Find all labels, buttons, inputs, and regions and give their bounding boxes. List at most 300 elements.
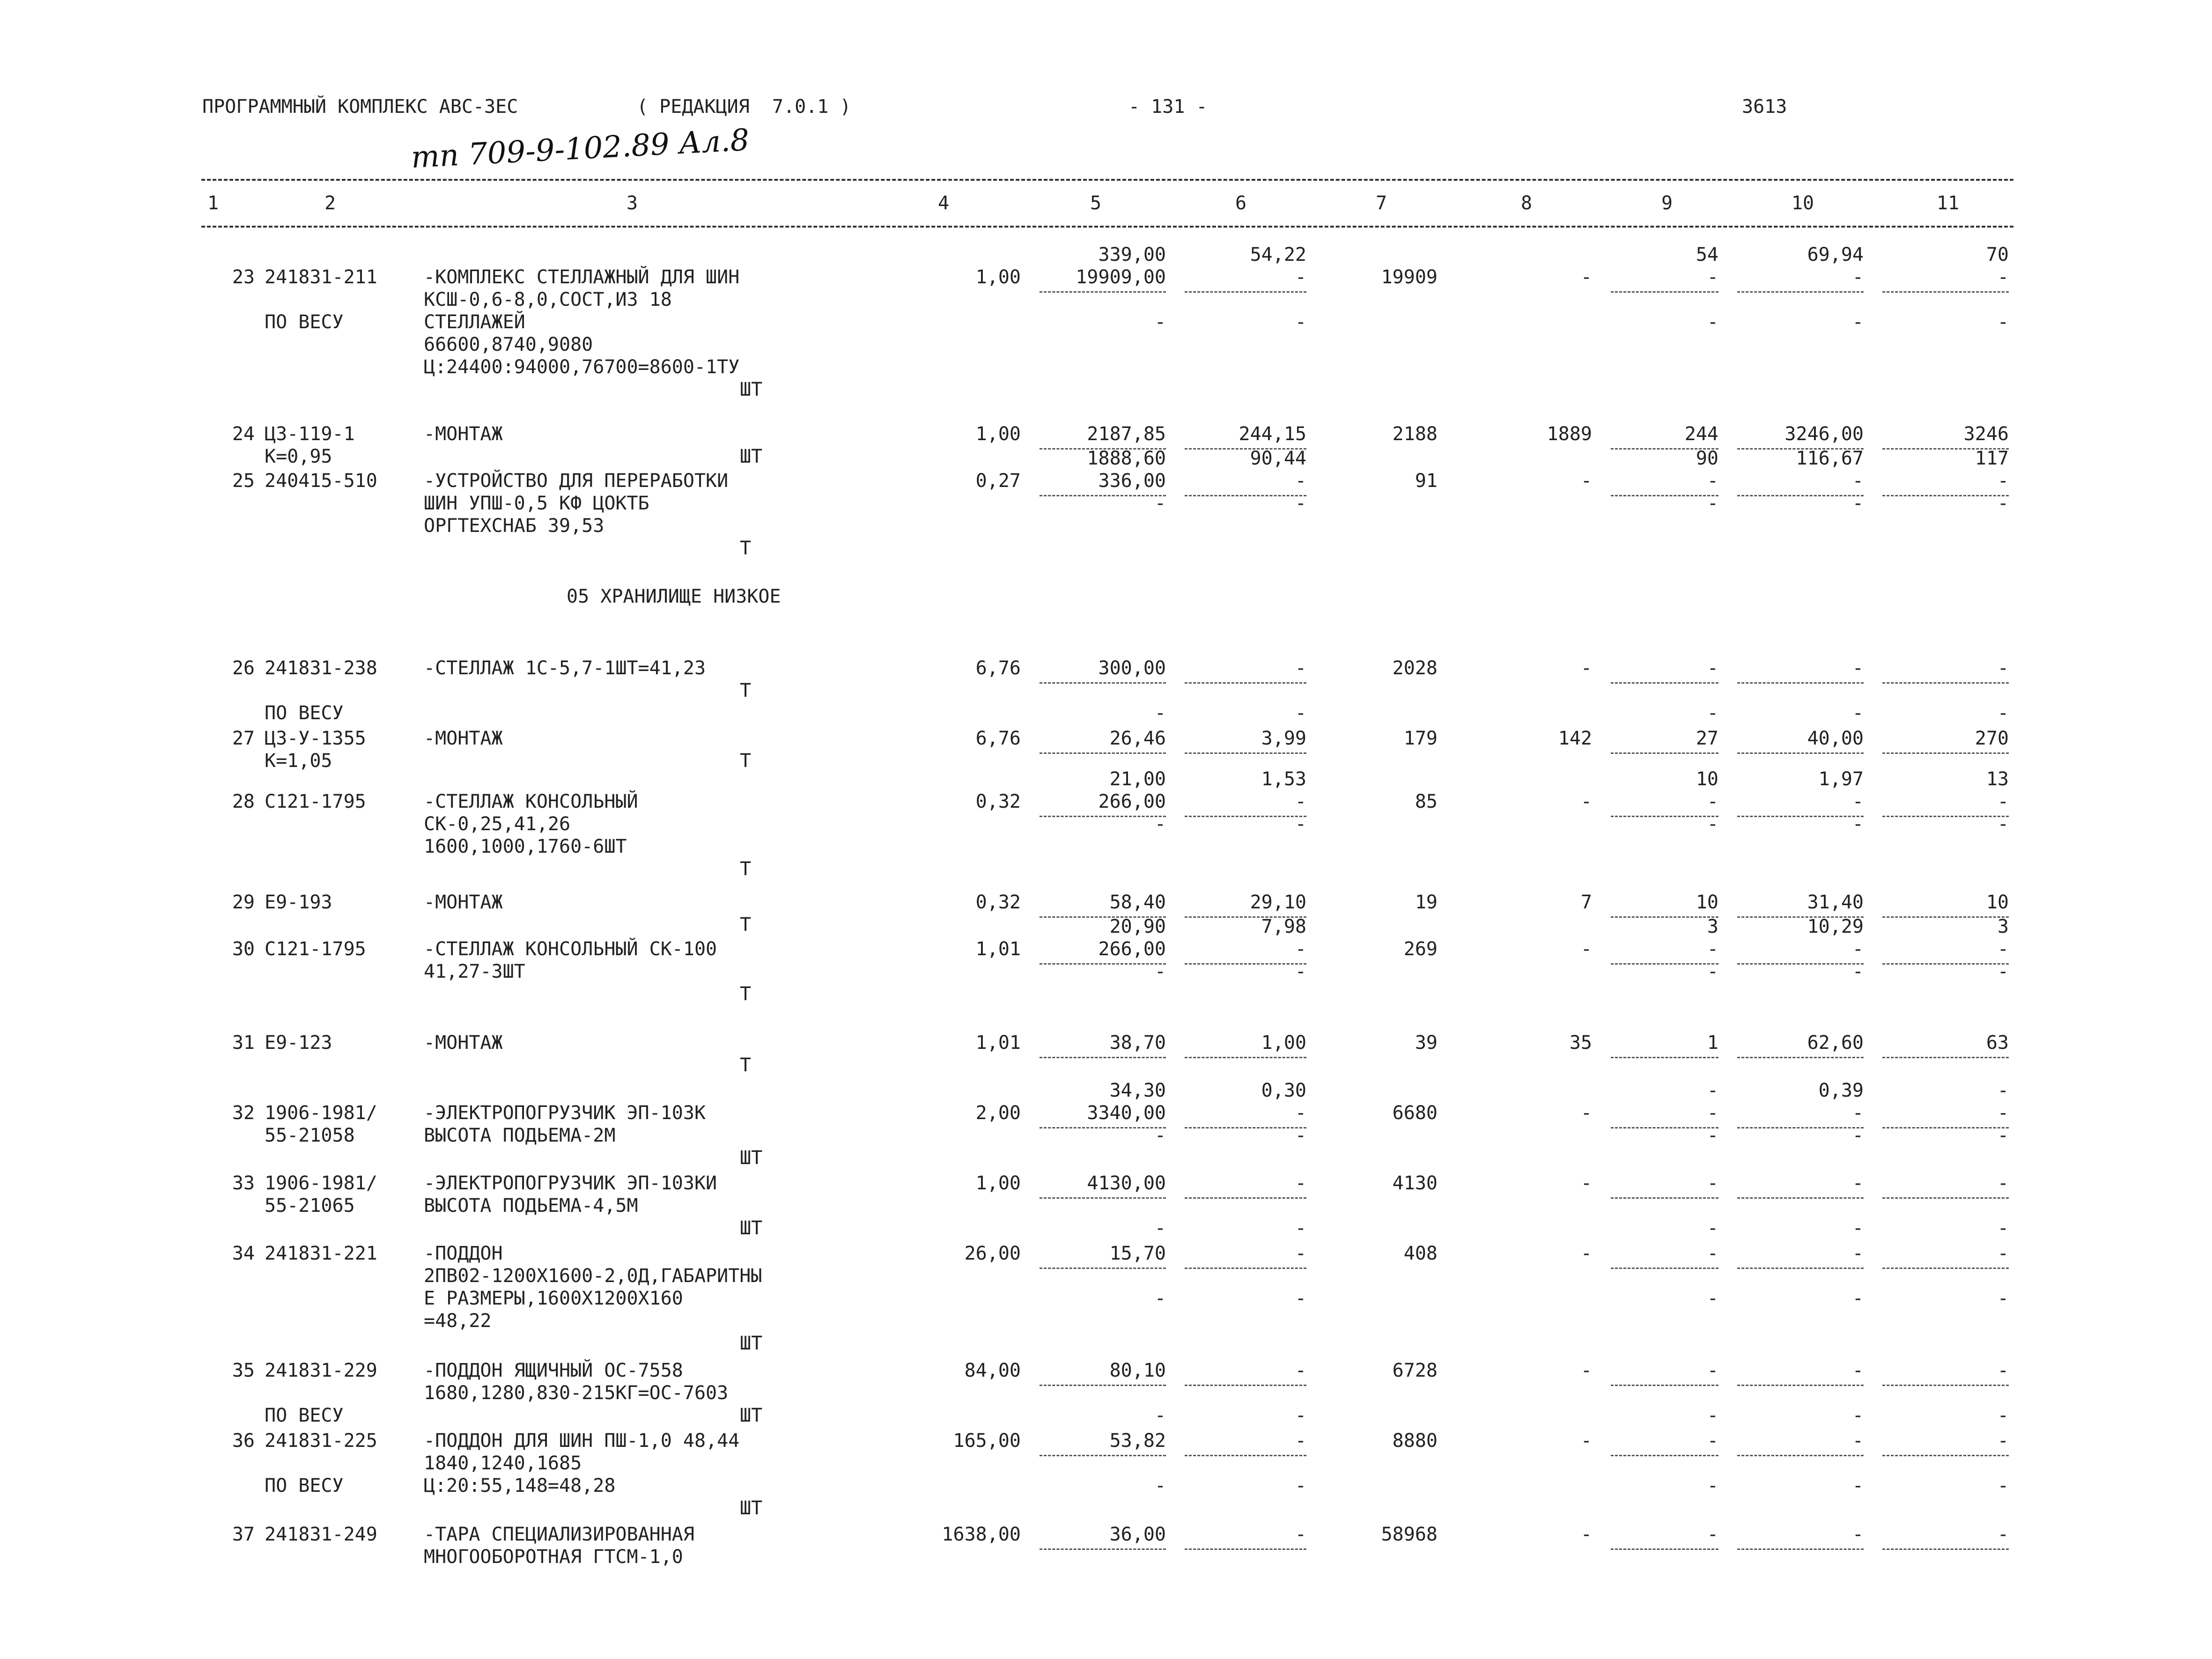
item-description: Ц:20:55,148=48,28 bbox=[424, 1475, 616, 1497]
value-c10: 0,39 bbox=[1818, 1080, 1864, 1101]
wage-cell: - bbox=[1580, 938, 1592, 960]
cell-underline bbox=[1040, 1268, 1166, 1269]
quantity-cell: 84,00 bbox=[964, 1360, 1021, 1381]
value-c11: - bbox=[1997, 1405, 2009, 1426]
value-c11: - bbox=[1997, 470, 2009, 492]
value-c6: - bbox=[1295, 1288, 1306, 1309]
value-c6: - bbox=[1295, 657, 1306, 679]
value-c10: - bbox=[1852, 1524, 1864, 1545]
value-c6: - bbox=[1295, 938, 1306, 960]
total-cell: 269 bbox=[1403, 938, 1438, 960]
item-description: -СТЕЛЛАЖ 1С-5,7-1ШТ=41,23 bbox=[424, 657, 706, 679]
cell-underline bbox=[1040, 1197, 1166, 1199]
value-c11: - bbox=[1997, 1243, 2009, 1264]
wage-cell: - bbox=[1580, 1102, 1592, 1124]
value-c6: 3,99 bbox=[1261, 728, 1306, 749]
total-cell: 2028 bbox=[1392, 657, 1438, 679]
cell-underline bbox=[1737, 1548, 1864, 1550]
value-c10: 3246,00 bbox=[1784, 423, 1864, 445]
value-c9: 10 bbox=[1696, 768, 1718, 790]
item-code: ПО ВЕСУ bbox=[265, 1475, 344, 1497]
value-c9: 10 bbox=[1696, 892, 1718, 913]
wage-cell: - bbox=[1580, 266, 1592, 288]
unit-label: ШТ bbox=[740, 1497, 763, 1519]
value-c9: 54 bbox=[1696, 244, 1718, 265]
value-c6: - bbox=[1295, 493, 1306, 514]
cell-underline bbox=[1611, 1268, 1718, 1269]
item-code: С121-1795 bbox=[265, 938, 366, 960]
value-c11: - bbox=[1997, 1172, 2009, 1194]
value-c9: - bbox=[1707, 1288, 1718, 1309]
item-description: -МОНТАЖ bbox=[424, 1032, 503, 1054]
unit-label: Т bbox=[740, 914, 752, 936]
value-c11: - bbox=[1997, 1102, 2009, 1124]
total-cell: 6728 bbox=[1392, 1360, 1438, 1381]
value-c11: - bbox=[1997, 938, 2009, 960]
item-description: ШИН УПШ-0,5 КФ ЦОКТБ bbox=[424, 493, 649, 514]
item-description: -УСТРОЙСТВО ДЛЯ ПЕРЕРАБОТКИ bbox=[424, 470, 729, 492]
value-c10: 116,67 bbox=[1796, 448, 1864, 469]
item-description: -ПОДДОН ЯЩИЧНЫЙ ОС-7558 bbox=[424, 1360, 683, 1381]
cell-underline bbox=[1737, 1127, 1864, 1128]
value-c11: 10 bbox=[1986, 892, 2009, 913]
value-c6: - bbox=[1295, 1102, 1306, 1124]
item-code: 241831-229 bbox=[265, 1360, 377, 1381]
column-header-9: 9 bbox=[1661, 192, 1673, 214]
value-c11: - bbox=[1997, 1125, 2009, 1146]
unit-label: Т bbox=[740, 680, 752, 701]
cell-underline bbox=[1185, 1548, 1306, 1550]
quantity-cell: 1,01 bbox=[975, 938, 1021, 960]
value-c5: 4130,00 bbox=[1087, 1172, 1166, 1194]
total-cell: 91 bbox=[1415, 470, 1438, 492]
item-description: 41,27-3ШТ bbox=[424, 961, 525, 982]
cell-underline bbox=[1185, 1197, 1306, 1199]
item-description: СТЕЛЛАЖЕЙ bbox=[424, 311, 525, 333]
total-cell: 19 bbox=[1415, 892, 1438, 913]
value-c5: - bbox=[1154, 813, 1166, 835]
sheet-code: 3613 bbox=[1742, 96, 1787, 118]
item-description: -СТЕЛЛАЖ КОНСОЛЬНЫЙ bbox=[424, 791, 638, 812]
cell-underline bbox=[1882, 1127, 2009, 1128]
cell-underline bbox=[1882, 1197, 2009, 1199]
item-code: К=0,95 bbox=[265, 446, 332, 467]
value-c6: - bbox=[1295, 1405, 1306, 1426]
quantity-cell: 1,00 bbox=[975, 266, 1021, 288]
value-c11: - bbox=[1997, 1475, 2009, 1497]
value-c10: - bbox=[1852, 1125, 1864, 1146]
value-c9: - bbox=[1707, 961, 1718, 982]
cell-underline bbox=[1040, 495, 1166, 496]
row-number: 31 bbox=[232, 1032, 255, 1054]
cell-underline bbox=[1185, 291, 1306, 293]
item-code: 55-21058 bbox=[265, 1125, 355, 1146]
value-c6: - bbox=[1295, 813, 1306, 835]
item-description: =48,22 bbox=[424, 1310, 492, 1332]
value-c9: 90 bbox=[1696, 448, 1718, 469]
cell-underline bbox=[1040, 1385, 1166, 1386]
value-c10: - bbox=[1852, 1172, 1864, 1194]
wage-cell: - bbox=[1580, 1243, 1592, 1264]
value-c11: - bbox=[1997, 311, 2009, 333]
row-number: 30 bbox=[232, 938, 255, 960]
cell-underline bbox=[1737, 1268, 1864, 1269]
value-c6: 54,22 bbox=[1250, 244, 1306, 265]
wage-cell: 35 bbox=[1569, 1032, 1592, 1054]
quantity-cell: 0,27 bbox=[975, 470, 1021, 492]
wage-cell: - bbox=[1580, 1172, 1592, 1194]
cell-underline bbox=[1611, 495, 1718, 496]
column-header-5: 5 bbox=[1090, 192, 1102, 214]
value-c9: - bbox=[1707, 1125, 1718, 1146]
value-c10: 40,00 bbox=[1807, 728, 1864, 749]
value-c11: - bbox=[1997, 266, 2009, 288]
value-c5: 36,00 bbox=[1109, 1524, 1166, 1545]
edition-label: ( РЕДАКЦИЯ 7.0.1 ) bbox=[637, 96, 851, 118]
cell-underline bbox=[1611, 816, 1718, 817]
value-c9: - bbox=[1707, 266, 1718, 288]
unit-label: Т bbox=[740, 750, 752, 772]
value-c9: - bbox=[1707, 938, 1718, 960]
cell-underline bbox=[1040, 816, 1166, 817]
value-c5: 3340,00 bbox=[1087, 1102, 1166, 1124]
cell-underline bbox=[1185, 1268, 1306, 1269]
item-code: 241831-225 bbox=[265, 1430, 377, 1452]
value-c11: - bbox=[1997, 657, 2009, 679]
value-c9: - bbox=[1707, 1524, 1718, 1545]
cell-underline bbox=[1882, 816, 2009, 817]
quantity-cell: 0,32 bbox=[975, 892, 1021, 913]
value-c11: - bbox=[1997, 1217, 2009, 1239]
cell-underline bbox=[1040, 291, 1166, 293]
value-c9: - bbox=[1707, 311, 1718, 333]
cell-underline bbox=[1882, 291, 2009, 293]
value-c11: - bbox=[1997, 1524, 2009, 1545]
cell-underline bbox=[1611, 291, 1718, 293]
value-c5: - bbox=[1154, 1125, 1166, 1146]
cell-underline bbox=[1611, 1127, 1718, 1128]
value-c6: - bbox=[1295, 1243, 1306, 1264]
cell-underline bbox=[1737, 682, 1864, 684]
unit-label: ШТ bbox=[740, 1147, 763, 1169]
value-c6: - bbox=[1295, 1430, 1306, 1452]
value-c6: 90,44 bbox=[1250, 448, 1306, 469]
column-header-2: 2 bbox=[324, 192, 336, 214]
item-code: 240415-510 bbox=[265, 470, 377, 492]
item-code: Ц3-У-1355 bbox=[265, 728, 366, 749]
cell-underline bbox=[1611, 1057, 1718, 1058]
unit-label: ШТ bbox=[740, 1217, 763, 1239]
wage-cell: - bbox=[1580, 1524, 1592, 1545]
total-cell: 408 bbox=[1403, 1243, 1438, 1264]
cell-underline bbox=[1040, 963, 1166, 965]
quantity-cell: 1,01 bbox=[975, 1032, 1021, 1054]
value-c5: 80,10 bbox=[1109, 1360, 1166, 1381]
total-cell: 179 bbox=[1403, 728, 1438, 749]
value-c9: - bbox=[1707, 1243, 1718, 1264]
value-c10: - bbox=[1852, 1405, 1864, 1426]
cell-underline bbox=[1737, 1057, 1864, 1058]
item-code: 241831-249 bbox=[265, 1524, 377, 1545]
value-c11: 117 bbox=[1975, 448, 2009, 469]
cell-underline bbox=[1040, 1057, 1166, 1058]
value-c9: 244 bbox=[1684, 423, 1718, 445]
value-c9: - bbox=[1707, 1405, 1718, 1426]
wage-cell: 1889 bbox=[1547, 423, 1592, 445]
value-c5: 38,70 bbox=[1109, 1032, 1166, 1054]
total-cell: 8880 bbox=[1392, 1430, 1438, 1452]
value-c6: 1,53 bbox=[1261, 768, 1306, 790]
item-description: -ЭЛЕКТРОПОГРУЗЧИК ЭП-103КИ bbox=[424, 1172, 717, 1194]
item-description: 1600,1000,1760-6ШТ bbox=[424, 836, 627, 857]
item-description: Е РАЗМЕРЫ,1600Х1200Х160 bbox=[424, 1288, 683, 1309]
value-c10: 69,94 bbox=[1807, 244, 1864, 265]
wage-cell: 142 bbox=[1558, 728, 1592, 749]
value-c10: - bbox=[1852, 311, 1864, 333]
row-number: 29 bbox=[232, 892, 255, 913]
value-c6: - bbox=[1295, 791, 1306, 812]
row-number: 35 bbox=[232, 1360, 255, 1381]
cell-underline bbox=[1185, 1127, 1306, 1128]
value-c10: - bbox=[1852, 1475, 1864, 1497]
cell-underline bbox=[1040, 752, 1166, 754]
value-c5: 266,00 bbox=[1098, 938, 1166, 960]
value-c5: 58,40 bbox=[1109, 892, 1166, 913]
value-c10: - bbox=[1852, 791, 1864, 812]
item-code: С121-1795 bbox=[265, 791, 366, 812]
wage-cell: 7 bbox=[1580, 892, 1592, 913]
row-number: 24 bbox=[232, 423, 255, 445]
wage-cell: - bbox=[1580, 791, 1592, 812]
item-description: 1680,1280,830-215КГ=ОС-7603 bbox=[424, 1382, 729, 1404]
value-c5: 26,46 bbox=[1109, 728, 1166, 749]
total-cell: 2188 bbox=[1392, 423, 1438, 445]
row-number: 37 bbox=[232, 1524, 255, 1545]
value-c5: 20,90 bbox=[1109, 916, 1166, 937]
value-c10: - bbox=[1852, 266, 1864, 288]
quantity-cell: 1638,00 bbox=[942, 1524, 1021, 1545]
value-c9: - bbox=[1707, 493, 1718, 514]
wage-cell: - bbox=[1580, 1430, 1592, 1452]
item-code: Е9-123 bbox=[265, 1032, 332, 1054]
item-code: ПО ВЕСУ bbox=[265, 1405, 344, 1426]
value-c10: 1,97 bbox=[1818, 768, 1864, 790]
column-header-10: 10 bbox=[1791, 192, 1814, 214]
value-c6: - bbox=[1295, 470, 1306, 492]
cell-underline bbox=[1611, 1455, 1718, 1456]
program-title: ПРОГРАММНЫЙ КОМПЛЕКС АВС-3ЕС bbox=[202, 96, 518, 118]
value-c11: 270 bbox=[1975, 728, 2009, 749]
value-c5: 339,00 bbox=[1098, 244, 1166, 265]
value-c11: 13 bbox=[1986, 768, 2009, 790]
value-c5: 1888,60 bbox=[1087, 448, 1166, 469]
value-c5: - bbox=[1154, 1475, 1166, 1497]
item-code: 55-21065 bbox=[265, 1195, 355, 1217]
item-code: К=1,05 bbox=[265, 750, 332, 772]
value-c6: - bbox=[1295, 1125, 1306, 1146]
value-c9: - bbox=[1707, 470, 1718, 492]
unit-label: ШТ bbox=[740, 1333, 763, 1354]
item-description: -ПОДДОН bbox=[424, 1243, 503, 1264]
cell-underline bbox=[1185, 1385, 1306, 1386]
value-c6: - bbox=[1295, 961, 1306, 982]
value-c6: 0,30 bbox=[1261, 1080, 1306, 1101]
unit-label: ШТ bbox=[740, 446, 763, 467]
value-c9: - bbox=[1707, 791, 1718, 812]
item-description: СК-0,25,41,26 bbox=[424, 813, 571, 835]
item-code: 1906-1981/ bbox=[265, 1172, 377, 1194]
item-description: 2ПВ02-1200Х1600-2,0Д,ГАБАРИТНЫ bbox=[424, 1265, 762, 1287]
value-c11: 3246 bbox=[1963, 423, 2009, 445]
item-description: -КОМПЛЕКС СТЕЛЛАЖНЫЙ ДЛЯ ШИН bbox=[424, 266, 740, 288]
unit-label: ШТ bbox=[740, 1405, 763, 1426]
cell-underline bbox=[1882, 1057, 2009, 1058]
value-c10: - bbox=[1852, 938, 1864, 960]
cell-underline bbox=[1185, 682, 1306, 684]
cell-underline bbox=[1737, 752, 1864, 754]
cell-underline bbox=[1737, 816, 1864, 817]
cell-underline bbox=[1185, 1455, 1306, 1456]
cell-underline bbox=[1882, 1268, 2009, 1269]
cell-underline bbox=[1611, 1548, 1718, 1550]
cell-underline bbox=[1040, 1455, 1166, 1456]
value-c11: - bbox=[1997, 1080, 2009, 1101]
value-c10: - bbox=[1852, 470, 1864, 492]
cell-underline bbox=[1185, 495, 1306, 496]
cell-underline bbox=[1611, 682, 1718, 684]
total-cell: 19909 bbox=[1381, 266, 1438, 288]
value-c5: - bbox=[1154, 493, 1166, 514]
value-c5: - bbox=[1154, 1405, 1166, 1426]
item-description: ОРГТЕХСНАБ 39,53 bbox=[424, 515, 605, 537]
value-c10: - bbox=[1852, 1102, 1864, 1124]
wage-cell: - bbox=[1580, 1360, 1592, 1381]
value-c10: - bbox=[1852, 493, 1864, 514]
quantity-cell: 6,76 bbox=[975, 728, 1021, 749]
column-header-1: 1 bbox=[207, 192, 219, 214]
value-c9: - bbox=[1707, 1430, 1718, 1452]
value-c5: - bbox=[1154, 702, 1166, 724]
item-description: -МОНТАЖ bbox=[424, 892, 503, 913]
cell-underline bbox=[1185, 963, 1306, 965]
wage-cell: - bbox=[1580, 470, 1592, 492]
value-c6: - bbox=[1295, 1475, 1306, 1497]
cell-underline bbox=[1611, 963, 1718, 965]
column-header-6: 6 bbox=[1235, 192, 1247, 214]
total-cell: 6680 bbox=[1392, 1102, 1438, 1124]
total-cell: 4130 bbox=[1392, 1172, 1438, 1194]
value-c10: - bbox=[1852, 961, 1864, 982]
value-c5: 21,00 bbox=[1109, 768, 1166, 790]
page-number: - 131 - bbox=[1128, 96, 1208, 118]
value-c5: 336,00 bbox=[1098, 470, 1166, 492]
cell-underline bbox=[1882, 1548, 2009, 1550]
cell-underline bbox=[1611, 1385, 1718, 1386]
unit-label: Т bbox=[740, 1054, 752, 1076]
value-c9: - bbox=[1707, 1475, 1718, 1497]
value-c10: 10,29 bbox=[1807, 916, 1864, 937]
column-header-4: 4 bbox=[937, 192, 950, 214]
item-description: -ЭЛЕКТРОПОГРУЗЧИК ЭП-103К bbox=[424, 1102, 706, 1124]
value-c5: 19909,00 bbox=[1076, 266, 1166, 288]
item-code: ПО ВЕСУ bbox=[265, 702, 344, 724]
value-c11: - bbox=[1997, 791, 2009, 812]
value-c11: 70 bbox=[1986, 244, 2009, 265]
value-c9: 27 bbox=[1696, 728, 1718, 749]
value-c9: - bbox=[1707, 1217, 1718, 1239]
value-c5: 15,70 bbox=[1109, 1243, 1166, 1264]
value-c6: - bbox=[1295, 1217, 1306, 1239]
cell-underline bbox=[1737, 1197, 1864, 1199]
item-code: 241831-211 bbox=[265, 266, 377, 288]
column-header-3: 3 bbox=[626, 192, 638, 214]
item-code: 241831-238 bbox=[265, 657, 377, 679]
value-c5: 2187,85 bbox=[1087, 423, 1166, 445]
quantity-cell: 165,00 bbox=[953, 1430, 1021, 1452]
row-number: 34 bbox=[232, 1243, 255, 1264]
value-c6: 29,10 bbox=[1250, 892, 1306, 913]
item-description: 66600,8740,9080 bbox=[424, 334, 593, 355]
section-title: 05 ХРАНИЛИЩЕ НИЗКОЕ bbox=[567, 586, 781, 607]
value-c6: 7,98 bbox=[1261, 916, 1306, 937]
value-c11: - bbox=[1997, 1430, 2009, 1452]
value-c6: - bbox=[1295, 311, 1306, 333]
value-c5: 300,00 bbox=[1098, 657, 1166, 679]
value-c10: - bbox=[1852, 702, 1864, 724]
quantity-cell: 26,00 bbox=[964, 1243, 1021, 1264]
value-c6: 1,00 bbox=[1261, 1032, 1306, 1054]
value-c9: - bbox=[1707, 1080, 1718, 1101]
unit-label: Т bbox=[740, 983, 752, 1005]
value-c10: - bbox=[1852, 657, 1864, 679]
item-description: -МОНТАЖ bbox=[424, 423, 503, 445]
header-rule-top bbox=[201, 179, 2013, 181]
row-number: 32 bbox=[232, 1102, 255, 1124]
value-c11: 63 bbox=[1986, 1032, 2009, 1054]
unit-label: Т bbox=[740, 538, 752, 559]
cell-underline bbox=[1185, 1057, 1306, 1058]
value-c9: - bbox=[1707, 813, 1718, 835]
value-c11: - bbox=[1997, 961, 2009, 982]
quantity-cell: 6,76 bbox=[975, 657, 1021, 679]
cell-underline bbox=[1040, 1548, 1166, 1550]
header-rule-bottom bbox=[201, 226, 2013, 228]
cell-underline bbox=[1882, 1455, 2009, 1456]
item-description: 1840,1240,1685 bbox=[424, 1453, 582, 1474]
value-c11: - bbox=[1997, 813, 2009, 835]
cell-underline bbox=[1611, 752, 1718, 754]
total-cell: 58968 bbox=[1381, 1524, 1438, 1545]
column-header-7: 7 bbox=[1375, 192, 1387, 214]
value-c5: - bbox=[1154, 961, 1166, 982]
handwritten-note: тп 709-9-102.89 Ал.8 bbox=[410, 123, 750, 175]
value-c10: - bbox=[1852, 813, 1864, 835]
row-number: 36 bbox=[232, 1430, 255, 1452]
value-c9: - bbox=[1707, 657, 1718, 679]
value-c10: 31,40 bbox=[1807, 892, 1864, 913]
value-c11: - bbox=[1997, 1288, 2009, 1309]
item-code: Ц3-119-1 bbox=[265, 423, 355, 445]
item-description: -СТЕЛЛАЖ КОНСОЛЬНЫЙ СК-100 bbox=[424, 938, 717, 960]
cell-underline bbox=[1737, 495, 1864, 496]
value-c5: - bbox=[1154, 1288, 1166, 1309]
row-number: 33 bbox=[232, 1172, 255, 1194]
value-c5: - bbox=[1154, 311, 1166, 333]
unit-label: Т bbox=[740, 858, 752, 880]
item-code: 241831-221 bbox=[265, 1243, 377, 1264]
value-c5: 266,00 bbox=[1098, 791, 1166, 812]
quantity-cell: 1,00 bbox=[975, 423, 1021, 445]
